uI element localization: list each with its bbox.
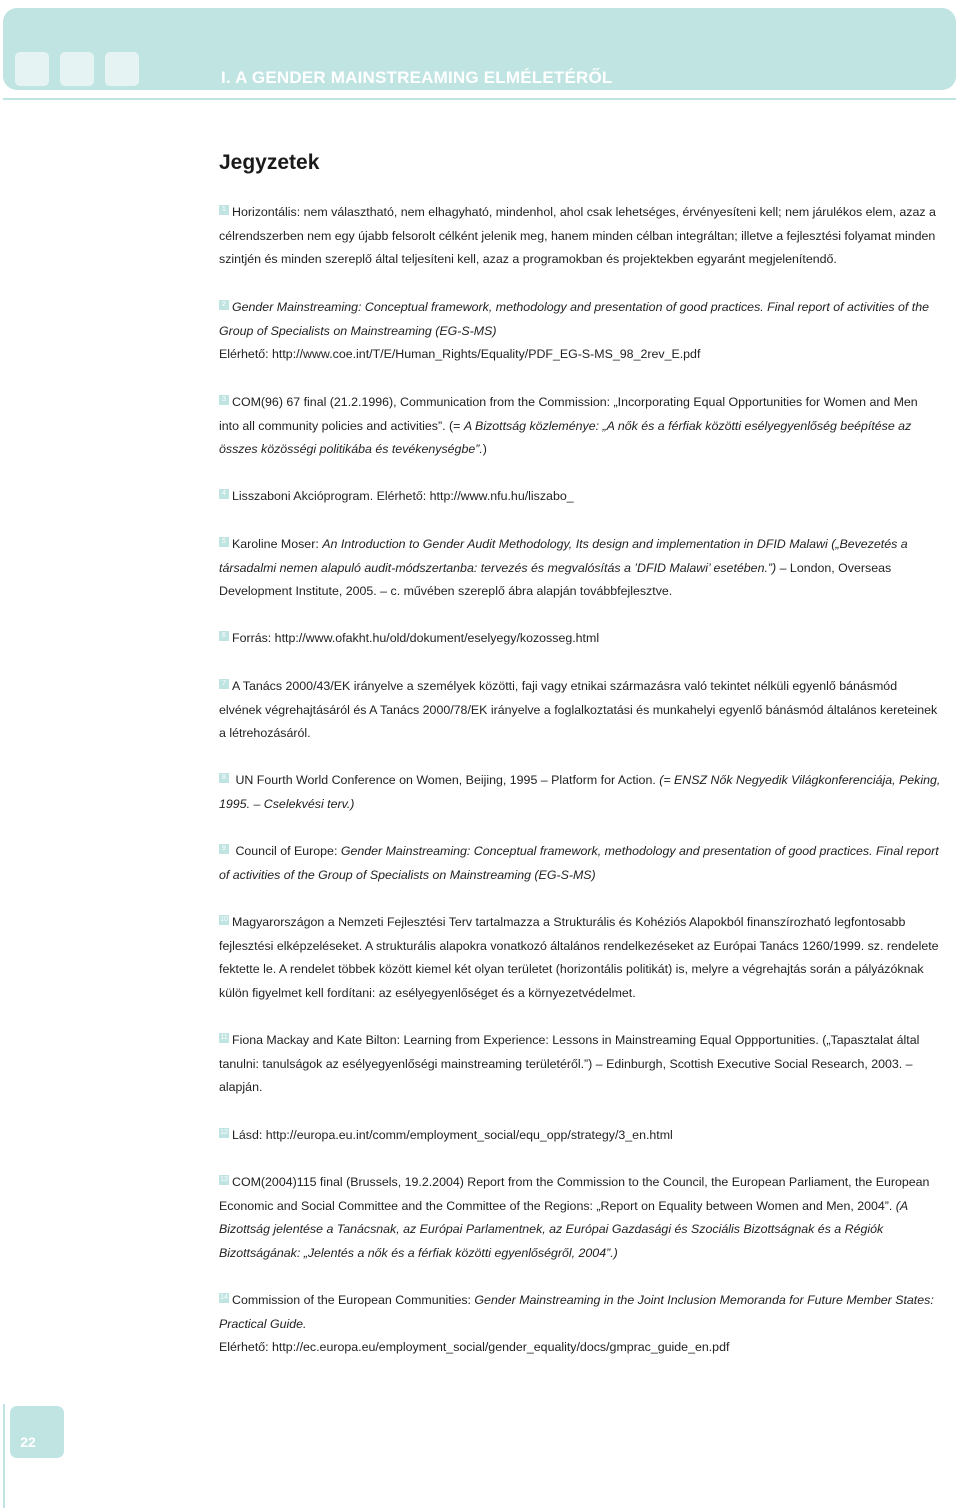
footnote-marker: 3 [219, 395, 229, 405]
footnote-text: Karoline Moser: [232, 537, 323, 551]
footnote-text: Commission of the European Communities: [232, 1293, 475, 1307]
footnote-marker: 7 [219, 679, 229, 689]
footnote-link[interactable]: Elérhető: http://ec.europa.eu/employment_social/gender_equality/docs/gmprac_guide_en.pdf [219, 1340, 730, 1355]
footnote-text: Horizontális: nem választható, nem elhagyható, mindenhol, ahol csak lehetséges, érvényesíteni kell; nem járulékos elem, azaz a célrendszerben nem egy újabb felsorolt célként jelenik meg, hanem minden célban integráltan; illetve a fejlesztési folyamat minden szintjén és minden szereplő által teljesíteni kell, azaz a programokban és projektekben egyaránt megjelenítendő. [219, 205, 936, 267]
footnote-text: Council of Europe: [232, 844, 341, 858]
footnote-marker: 10 [220, 916, 228, 923]
footnote-text: – London, Overseas Development Institute, 2005. – c. művében szereplő ábra alapján továbbfejlesztve. [219, 560, 892, 599]
footnote-11 [219, 1029, 941, 1100]
footnote-text: A Tanács 2000/43/EK irányelve a személyek közötti, faji vagy etnikai származásra való tekintet nélküli egyenlő bánásmód elvének végrehajtásáról és A Tanács 2000/78/EK irányelve a foglalkoztatási és munkahelyi egyenlő bánásmód általános kereteinek a létrehozásáról. [219, 679, 938, 741]
footnote-14 [219, 1289, 941, 1360]
header-square-2 [60, 52, 94, 86]
footnote-link[interactable]: Lisszaboni Akcióprogram. Elérhető: http://www.nfu.hu/liszabo_ [232, 489, 574, 503]
footnote-4 [219, 485, 941, 509]
footnote-link[interactable]: Elérhető: http://www.coe.int/T/E/Human_Rights/Equality/PDF_EG-S-MS_98_2rev_E.pdf [219, 347, 701, 362]
footnote-marker: 8 [219, 773, 229, 783]
footnote-text: COM(96) 67 final (21.2.1996), Communication from the Commission: „Incorporating Equal Opportunities for Women and Men into all community policies and activities”. (= [219, 395, 918, 433]
footnote-marker: 1 [219, 205, 229, 215]
footnote-9 [219, 840, 941, 887]
footnote-marker: 4 [219, 489, 229, 499]
footnote-text-italic: (= ENSZ Nők Negyedik Világkonferenciája, Peking, 1995. – Cselekvési terv.) [219, 773, 941, 811]
page-number: 22 [20, 1434, 36, 1450]
footnote-7 [219, 675, 941, 746]
header-divider [3, 98, 956, 100]
footnote-marker: 14 [220, 1294, 228, 1301]
footnote-text: UN Fourth World Conference on Women, Beijing, 1995 – Platform for Action. [232, 773, 660, 787]
footnote-8 [219, 769, 941, 816]
header-square-3 [105, 52, 139, 86]
footnote-text: Fiona Mackay and Kate Bilton: Learning from Experience: Lessons in Mainstreaming Equal Oppportunities. („Tapasztalat által tanulni: tanulságok az esélyegyenlőségi mainstreaming területéről.”) – Edinburgh, Scottish Executive Social Research, 2003. – alapján. [219, 1033, 920, 1095]
footnote-text-italic: A Bizottság közleménye: „A nők és a férfiak közötti esélyegyenlőség beépítése az összes közösségi politikába és tevékenységbe”. [219, 418, 912, 457]
footnote-text-italic: Gender Mainstreaming: Conceptual framework, methodology and presentation of good practices. Final report of activities of the Group of Specialists on Mainstreaming (EG-S-MS) [219, 844, 939, 882]
footnote-6 [219, 627, 941, 651]
footnote-text: ) [482, 442, 487, 457]
footnote-marker: 12 [220, 1129, 228, 1136]
footnote-marker: 6 [219, 631, 229, 641]
footnote-link[interactable]: Lásd: http://europa.eu.int/comm/employment_social/equ_opp/strategy/3_en.html [232, 1128, 673, 1142]
footnote-text-italic: Gender Mainstreaming in the Joint Inclusion Memoranda for Future Member States: Practical Guide. [219, 1293, 934, 1331]
footnote-text-italic: Gender Mainstreaming: Conceptual framework, methodology and presentation of good practices. Final report of activities of the Group of Specialists on Mainstreaming (EG-S-MS) [219, 300, 929, 338]
header-square-1 [15, 52, 49, 86]
footnote-marker: 5 [219, 537, 229, 547]
footnote-13 [219, 1171, 941, 1265]
footnote-2 [219, 296, 941, 367]
footnote-marker: 13 [220, 1176, 228, 1183]
footnote-10 [219, 911, 941, 1005]
footnote-marker: 11 [220, 1034, 228, 1041]
footnote-marker: 9 [219, 844, 229, 854]
footnote-marker: 2 [219, 300, 229, 310]
footer-divider [3, 1404, 5, 1508]
footnote-text-italic: (A Bizottság jelentése a Tanácsnak, az Európai Parlamentnek, az Európai Gazdasági és Szociális Bizottságnak és a Régiók Bizottságának: „Jelentés a nők és a férfiak közötti egyenlőségről, 2004”.) [219, 1198, 908, 1260]
chapter-header-bar [3, 8, 956, 90]
footnote-text-italic: An Introduction to Gender Audit Methodology, Its design and implementation in DFID Malawi („Bevezetés a társadalmi nemen alapuló audit-módszertanba: tervezés és megvalósítás a ’DFID Malawi’ esetében.”) [219, 537, 908, 575]
footnote-1 [219, 201, 941, 272]
footnote-text: Magyarországon a Nemzeti Fejlesztési Terv tartalmazza a Strukturális és Kohéziós Alapokból finanszírozható legfontosabb fejlesztési elképzeléseket. A strukturális alapokra vonatkozó általános rendelkezéseket az Európai Tanács 1260/1999. sz. rendelete fektette le. A rendelet többek között kiemel két olyan területet (horizontális politikát) is, melyre a végrehajtás során a pályázóknak külön figyelmet kell fordítani: az esélyegyenlőséget és a környezetvédelmet. [219, 915, 939, 1000]
page-heading: Jegyzetek [219, 151, 320, 174]
page-number-box [10, 1406, 64, 1458]
footnote-3 [219, 391, 941, 462]
footnote-link[interactable]: Forrás: http://www.ofakht.hu/old/dokument/eselyegy/kozosseg.html [232, 631, 600, 645]
footnote-text: COM(2004)115 final (Brussels, 19.2.2004) Report from the Commission to the Council, the European Parliament, the European Economic and Social Committee and the Committee of the Regions: „Report on Equality between Women and Men, 2004”. [219, 1175, 930, 1213]
chapter-title: I. A GENDER MAINSTREAMING ELMÉLETÉRŐL [221, 68, 613, 87]
footnote-5 [219, 533, 941, 604]
footnote-12 [219, 1124, 941, 1148]
